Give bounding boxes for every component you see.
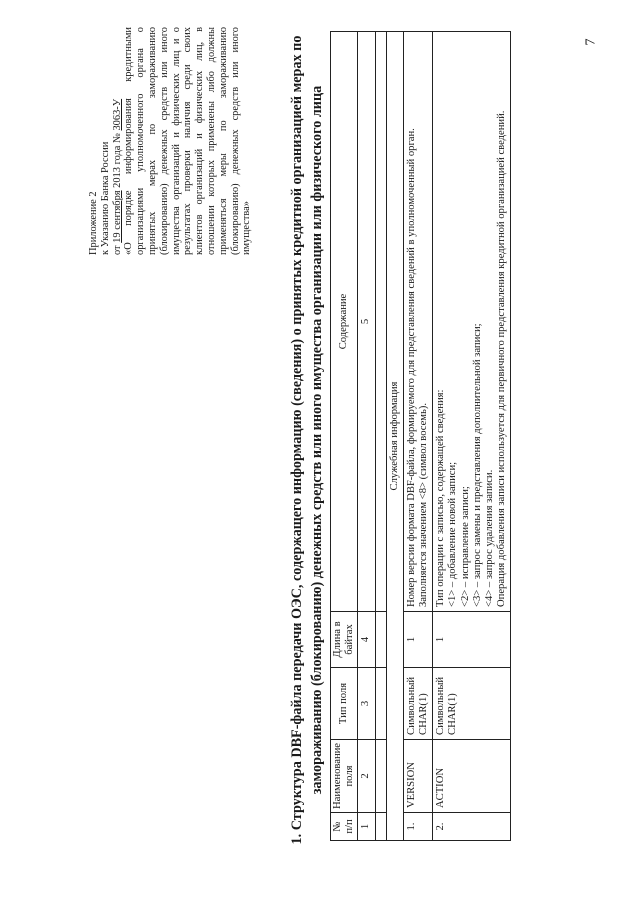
column-numbers-row <box>358 32 375 841</box>
row-field-length: 1 <box>433 612 511 668</box>
table-header-row <box>331 32 358 841</box>
column-number: 4 <box>358 612 375 668</box>
row-num: 1. <box>403 813 432 841</box>
row-content: Тип операции с записью, содержащей сведения: <1> – добавление новой записи; <2> – исправление записи; <3> – запрос замены и представления дополнительной записи; <4> – запрос удаления записи. Операция добавления записи используется для первичного представления кредитной организацией сведений. <box>433 32 511 612</box>
header-length: Длина в байтах <box>331 612 358 668</box>
row-num: 2. <box>433 813 511 841</box>
row-field-name: ACTION <box>433 740 511 813</box>
row-field-type: Символьный CHAR(1) <box>433 668 511 740</box>
appendix-date: 19 сентября <box>111 190 123 243</box>
section-title: Служебная информация <box>386 32 403 841</box>
page-number: 7 <box>583 38 599 46</box>
appendix-block <box>88 27 253 255</box>
appendix-number: 3063-У <box>111 98 123 131</box>
column-number: 3 <box>358 668 375 740</box>
row-content: Номер версии формата DBF-файла, формируемого для представления сведений в уполномоченный орган. Заполняется значением <8> (символ восемь). <box>403 32 432 612</box>
row-field-length: 1 <box>403 612 432 668</box>
appendix-body: «О порядке информирования кредитными организациями уполномоченного органа о принятых мерах по замораживанию (блокированию) денежных средств или иного имущества организаций и физических лиц и о результатах проверки наличия среди своих клиентов организаций и физических лиц, в отношении которых применены либо должны применяться меры по замораживанию (блокированию) денежных средств или иного имущества» <box>123 27 253 255</box>
spacer-row <box>375 32 386 841</box>
appendix-decree: к Указанию Банка России <box>99 141 111 255</box>
header-type: Тип поля <box>331 668 358 740</box>
column-number: 1 <box>358 813 375 841</box>
row-field-name: VERSION <box>403 740 432 813</box>
column-number: 2 <box>358 740 375 813</box>
header-content: Содержание <box>331 32 358 612</box>
section-heading: 1. Структура DBF-файла передачи ОЭС, содержащего информацию (сведения) о принятых кредитной организацией мерах по замораживанию (блокированию) денежных средств или иного имущества организации или физического лица <box>289 35 325 845</box>
table-row <box>433 32 511 841</box>
row-field-type: Символьный CHAR(1) <box>403 668 432 740</box>
appendix-date-line: от 19 сентября 2013 года № 3063-У <box>111 98 123 255</box>
section-row <box>386 32 403 841</box>
header-name: Наименование поля <box>331 740 358 813</box>
appendix-title: Приложение 2 <box>88 191 99 255</box>
header-num: № п/п <box>331 813 358 841</box>
table-row <box>403 32 432 841</box>
dbf-structure-table <box>330 31 511 841</box>
column-number: 5 <box>358 32 375 612</box>
